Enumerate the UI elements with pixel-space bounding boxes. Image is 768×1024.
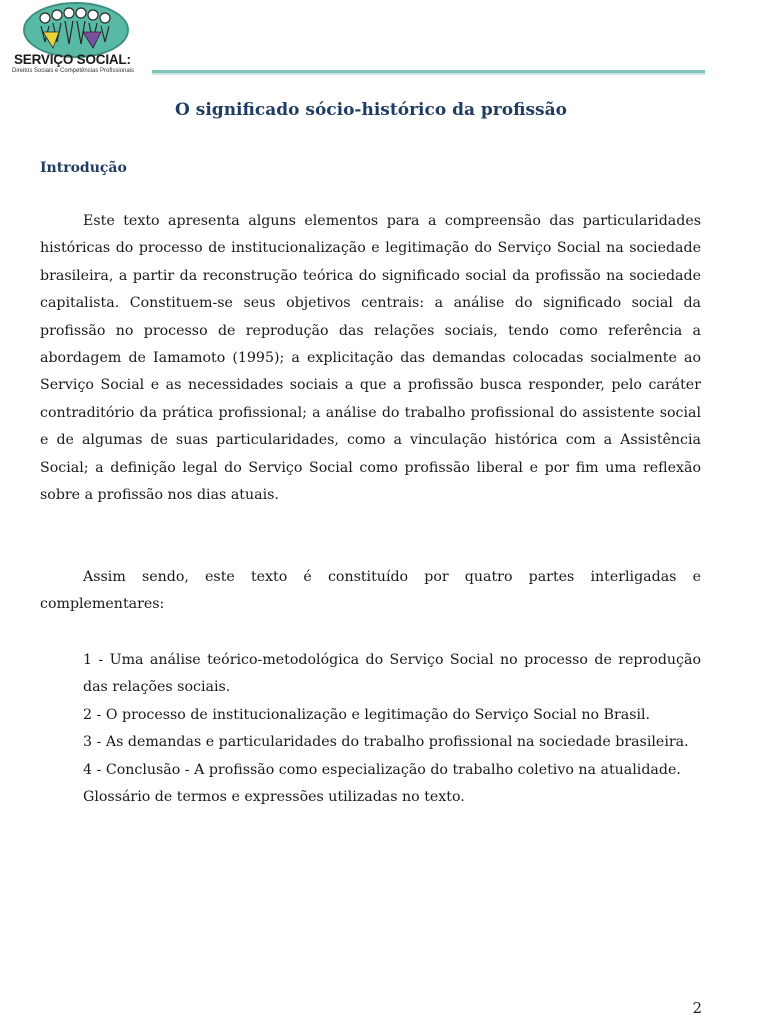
list-item: Glossário de termos e expressões utilizadas no texto. [83,789,465,806]
section-heading: Introdução [40,160,127,176]
header-rule-shadow [152,73,705,75]
list-item: 1 - Uma análise teórico-metodológica do Serviço Social no processo de reprodução das relações sociais. [83,652,701,696]
people-icon [23,2,129,58]
parts-list [83,647,701,811]
page-number: 2 [692,999,702,1017]
paragraph-structure: Assim sendo, este texto é constituído por quatro partes interligadas e complementares: [40,569,701,613]
list-item: 3 - As demandas e particularidades do trabalho profissional na sociedade brasileira. [83,734,689,751]
logo-title: SERVIÇO SOCIAL: [14,52,131,67]
page-title: O significado sócio-histórico da profissão [175,100,567,120]
logo [8,2,156,76]
list-item: 4 - Conclusão - A profissão como especialização do trabalho coletivo na atualidade. [83,761,681,778]
logo-subtitle: Direitos Sociais e Competências Profissionais [12,68,135,74]
list-item: 2 - O processo de institucionalização e legitimação do Serviço Social no Brasil. [83,706,651,723]
paragraph-introduction: Este texto apresenta alguns elementos para a compreensão das particularidades históricas do processo de institucionalização e legitimação do Serviço Social na sociedade brasileira, a partir da reconstrução teórica do significado social da profissão na sociedade capitalista. Constituem-se seus objetivos centrais: a análise do significado social da profissão no processo de reprodução das relações sociais, tendo como referência a abordagem de Iamamoto (1995); a explicitação das demandas colocadas socialmente ao Serviço Social e as necessidades sociais a que a profissão busca responder, pelo caráter contraditório da prática profissional; a análise do trabalho profissional do assistente social e de algumas de suas particularidades, como a vinculação histórica com a Assistência Social; a definição legal do Serviço Social como profissão liberal e por fim uma reflexão sobre a profissão nos dias atuais. [40,213,701,504]
